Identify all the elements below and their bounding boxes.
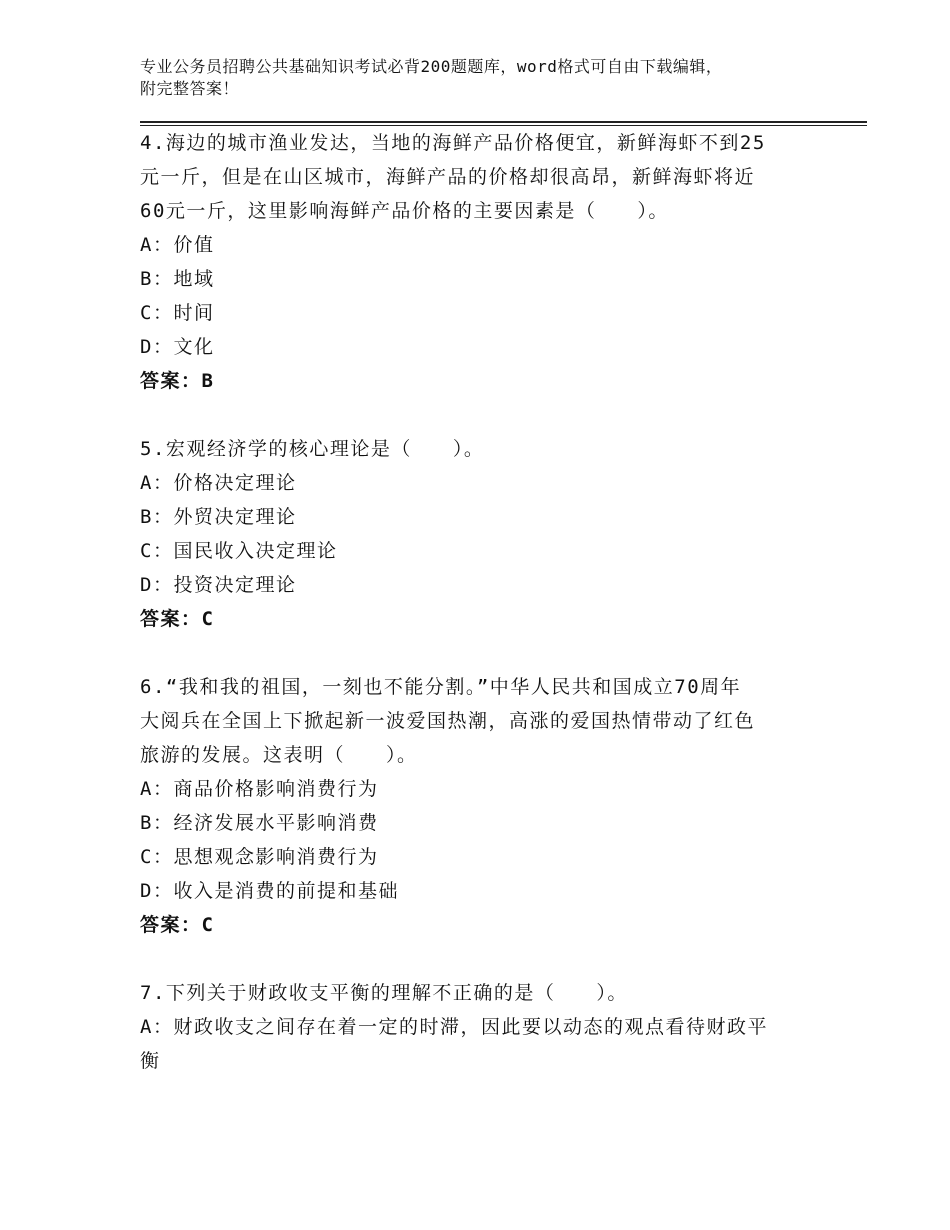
question-4-option-d: D：文化 [140,336,215,358]
header-line-2: 附完整答案！ [140,79,240,98]
question-4-line-1: 4.海边的城市渔业发达，当地的海鲜产品价格便宜，新鲜海虾不到25 [140,132,766,154]
question-list [140,126,820,1078]
question-5-option-a: A：价格决定理论 [140,472,297,494]
header-line-1: 专业公务员招聘公共基础知识考试必背200题题库，word格式可自由下载编辑， [140,57,723,76]
spacer [140,398,820,432]
question-5-option-c: C：国民收入决定理论 [140,540,338,562]
question-6-option-b: B：经济发展水平影响消费 [140,812,379,834]
spacer [140,636,820,670]
header-divider-thick [140,121,867,123]
document-header [140,56,840,100]
question-4-option-c: C：时间 [140,302,215,324]
question-7-option-a: A：财政收支之间存在着一定的时滞，因此要以动态的观点看待财政平 [140,1016,768,1038]
question-6-line-1: 6.“我和我的祖国，一刻也不能分割。”中华人民共和国成立70周年 [140,676,742,698]
question-6-line-2: 大阅兵在全国上下掀起新一波爱国热潮，高涨的爱国热情带动了红色 [140,710,756,732]
question-5-option-b: B：外贸决定理论 [140,506,297,528]
question-4 [140,126,820,398]
question-5 [140,432,820,636]
question-7 [140,976,820,1078]
spacer [140,942,820,976]
question-6-option-a: A：商品价格影响消费行为 [140,778,379,800]
question-5-option-d: D：投资决定理论 [140,574,297,596]
question-4-line-3: 60元一斤，这里影响海鲜产品价格的主要因素是（ ）。 [140,200,669,222]
question-6 [140,670,820,942]
question-7-line-1: 7.下列关于财政收支平衡的理解不正确的是（ ）。 [140,982,628,1004]
question-4-option-b: B：地域 [140,268,215,290]
question-5-line-1: 5.宏观经济学的核心理论是（ ）。 [140,438,485,460]
question-6-option-d: D：收入是消费的前提和基础 [140,880,399,902]
question-5-answer: 答案：C [140,608,215,630]
question-4-answer: 答案：B [140,370,215,392]
question-6-answer: 答案：C [140,914,215,936]
question-7-option-a-continued: 衡 [140,1050,161,1072]
question-4-line-2: 元一斤，但是在山区城市，海鲜产品的价格却很高昂，新鲜海虾将近 [140,166,756,188]
question-6-line-3: 旅游的发展。这表明（ ）。 [140,744,418,766]
question-4-option-a: A：价值 [140,234,215,256]
question-6-option-c: C：思想观念影响消费行为 [140,846,379,868]
